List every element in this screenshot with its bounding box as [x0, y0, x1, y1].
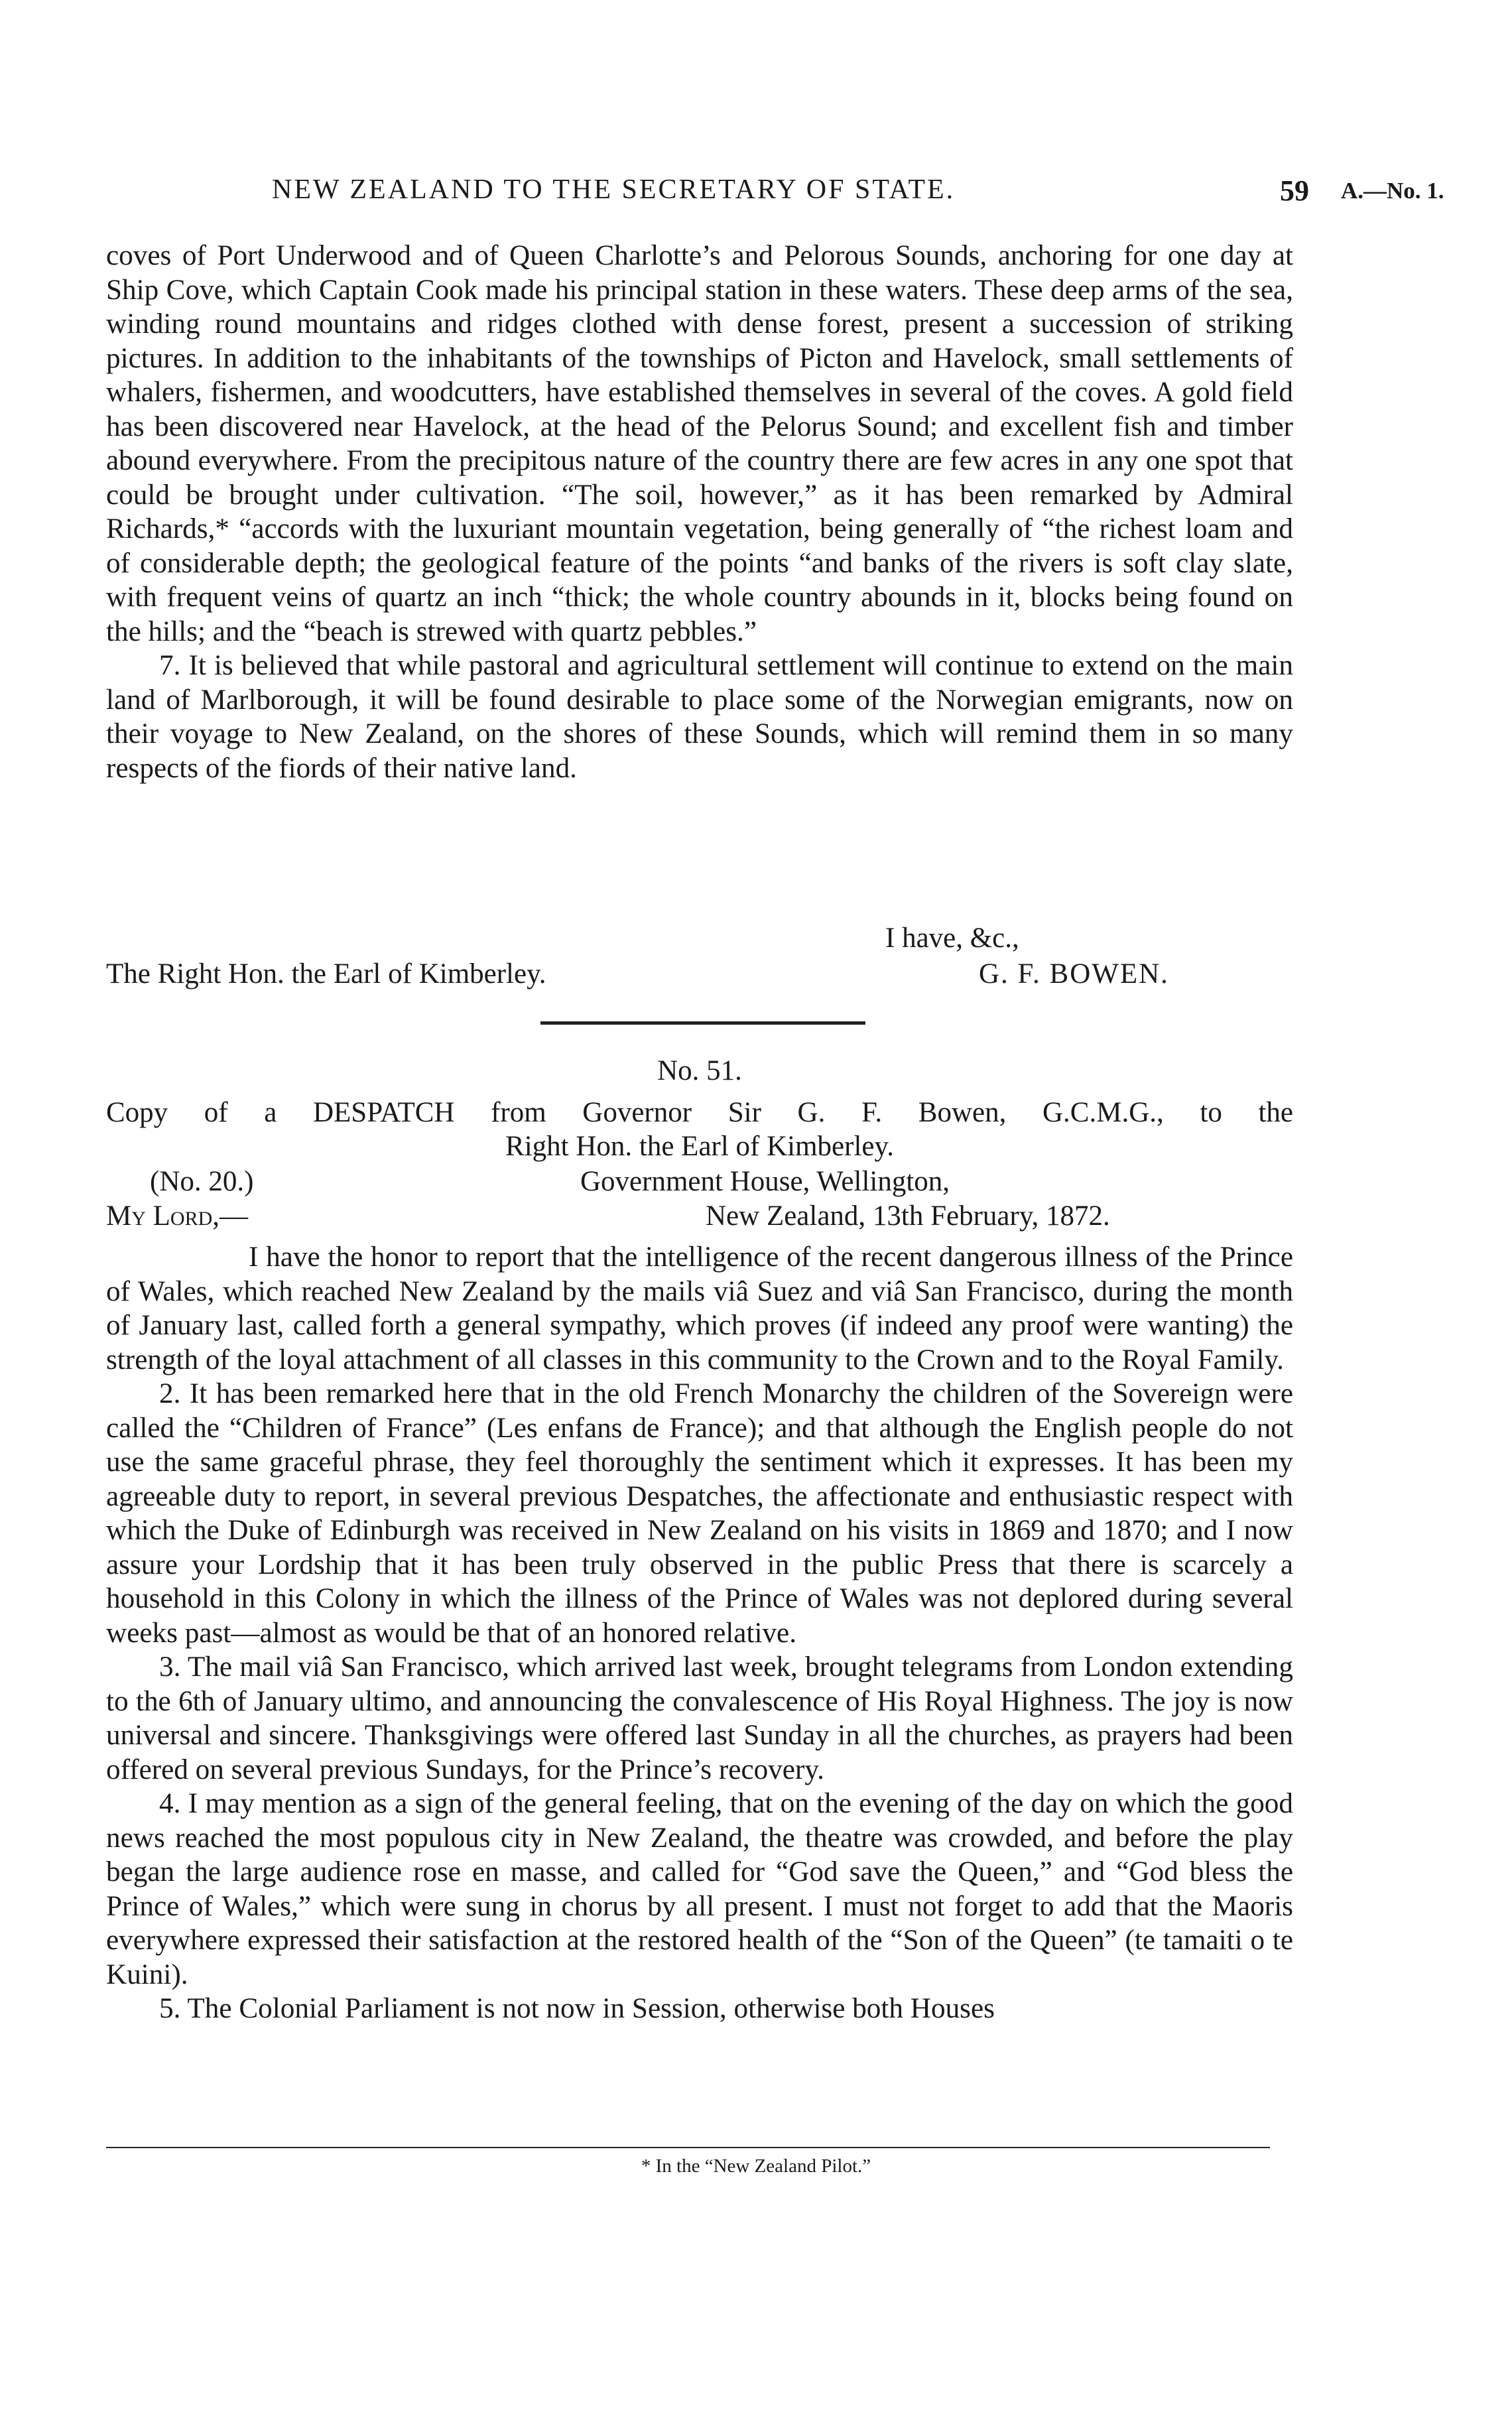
- letter-date: New Zealand, 13th February, 1872.: [706, 1200, 1110, 1232]
- despatch-paragraph-5: 5. The Colonial Parliament is not now in Session, otherwise both Houses: [159, 1993, 995, 2024]
- footnote-rule: [106, 2147, 1270, 2148]
- despatch-number: No. 51.: [657, 1055, 742, 1086]
- continued-paragraph: coves of Port Underwood and of Queen Charlotte’s and Pelorous Sounds, anchoring for one day at Ship Cove, which Captain Cook made his principal station in these waters. These deep arms of the sea, winding round mountains and ridges clothed with dense forest, present a succession of striking pictures. In addition to the inhabitants of the townships of Picton and Havelock, small settlements of whalers, fishermen, and woodcutters, have established themselves in several of the coves. A gold field has been discovered near Havelock, at the head of the Pelorus Sound; and excellent fish and timber abound everywhere. From the precipitous nature of the country there are few acres in any one spot that could be brought under cultivation. “The soil, however,” as it has been remarked by Admiral Richards,* “accords with the luxuriant mountain vegetation, being generally of “the richest loam and of considerable depth; the geological feature of the points “and banks of the rivers is soft clay slate, with frequent veins of quartz an inch “thick; the whole country abounds in it, blocks being found on the hills; and the “beach is strewed with quartz pebbles.”: [106, 240, 1293, 647]
- caption-line-2: Right Hon. the Earl of Kimberley.: [505, 1131, 894, 1162]
- addressee: The Right Hon. the Earl of Kimberley.: [106, 958, 546, 990]
- continued-section: [106, 239, 1293, 785]
- signer: G. F. BOWEN.: [979, 958, 1169, 990]
- sender-address: Government House, Wellington,: [580, 1166, 950, 1197]
- despatch-paragraph-3: 3. The mail viâ San Francisco, which arrived last week, brought telegrams from London extending to the 6th of January ultimo, and announcing the convalescence of His Royal Highness. The joy is now universal and sincere. Thanksgivings were offered last Sunday in all the churches, as prayers had been offered on several previous Sundays, for the Prince’s recovery.: [106, 1651, 1293, 1785]
- despatch-body: [106, 1240, 1293, 2026]
- caption-line-1: Copy of a DESPATCH from Governor Sir G. F. Bowen, G.C.M.G., to the: [106, 1097, 1293, 1128]
- document-reference: A.—No. 1.: [1341, 178, 1444, 204]
- letter-heading: [106, 1165, 1293, 1238]
- paragraph-7: 7. It is believed that while pastoral and agricultural settlement will continue to extend on the main land of Marlborough, it will be found desirable to place some of the Norwegian emigrants, now on their voyage to New Zealand, on the shores of these Sounds, which will remind them in so many respects of the fiords of their native land.: [106, 650, 1293, 784]
- page-header: [0, 174, 1512, 214]
- running-title: NEW ZEALAND TO THE SECRETARY OF STATE.: [272, 174, 956, 205]
- section-divider: [540, 1021, 865, 1025]
- footnote: * In the “New Zealand Pilot.”: [641, 2155, 871, 2177]
- despatch-ref-no: (No. 20.): [150, 1166, 254, 1197]
- despatch-paragraph-4: 4. I may mention as a sign of the general feeling, that on the evening of the day on which the good news reached the most populous city in New Zealand, the theatre was crowded, and before the play began the large audience rose en masse, and called for “God save the Queen,” and “God bless the Prince of Wales,” which were sung in chorus by all present. I must not forget to add that the Maoris everywhere expressed their satisfaction at the restored health of the “Son of the Queen” (te tamaiti o te Kuini).: [106, 1788, 1293, 1990]
- despatch-paragraph-2: 2. It has been remarked here that in the old French Monarchy the children of the Sovereign were called the “Children of France” (Les enfans de France); and that although the English people do not use the same graceful phrase, they feel thoroughly the sentiment which it expresses. It has been my agreeable duty to report, in several previous Despatches, the affectionate and enthusiastic respect with which the Duke of Edinburgh was received in New Zealand on his visits in 1869 and 1870; and I now assure your Lordship that it has been truly observed in the public Press that there is scarcely a household in this Colony in which the illness of the Prince of Wales was not deplored during several weeks past—almost as would be that of an honored relative.: [106, 1378, 1293, 1649]
- despatch-caption: [106, 1096, 1293, 1163]
- despatch-paragraph-1: I have the honor to report that the intelligence of the recent dangerous illness of the Prince of Wales, which reached New Zealand by the mails viâ Suez and viâ San Francisco, during the month of January last, called forth a general sympathy, which proves (if indeed any proof were wanting) the strength of the loyal attachment of all classes in this community to the Crown and to the Royal Family.: [106, 1242, 1293, 1376]
- salutation: My Lord,—: [106, 1200, 249, 1232]
- closing-formula: I have, &c.,: [885, 923, 1019, 954]
- page-number: 59: [1280, 174, 1309, 207]
